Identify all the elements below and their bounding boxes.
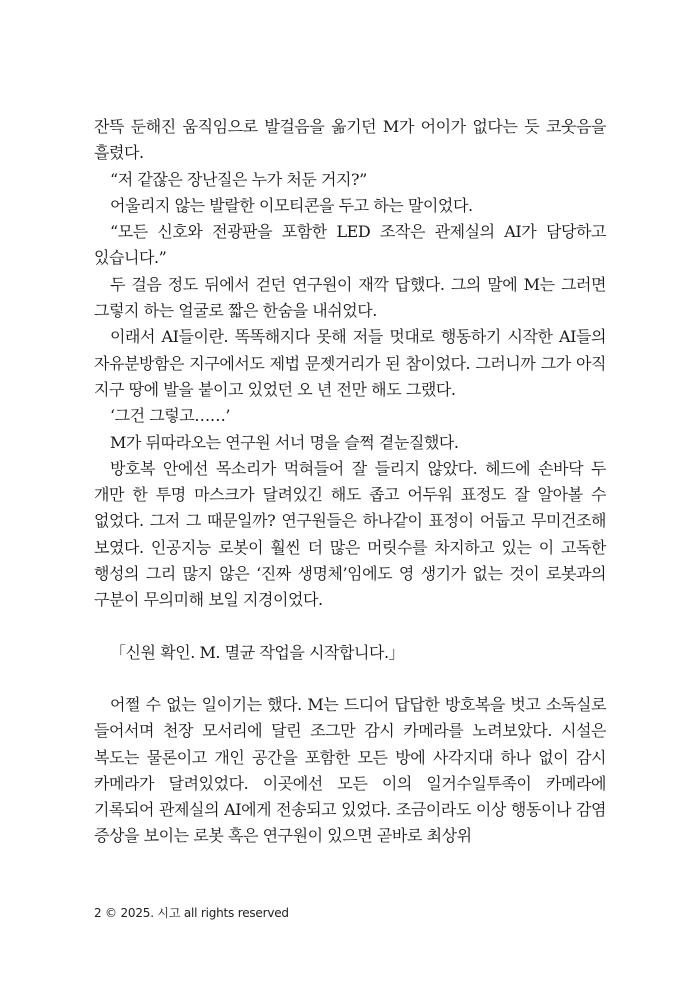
paragraph-7: ‘그건 그렇고……’ <box>110 406 231 426</box>
paragraph-9: 방호복 안에선 목소리가 먹혀들어 잘 들리지 않았다. 헤드에 손바닥 두 개만 한 투명 마스크가 달려있긴 해도 좁고 어두워 표정도 잘 알아볼 수 없었다. 그저 그 때문일까? 연구원들은 하나같이 표정이 어둡고 무미건조해 보였다. 인공지능 로봇이 훨씬 더 많은 머릿수를 차지하고 있는 이 고독한 행성의 그리 많지 않은 ‘진짜 생명체’임에도 영 생기가 없는 것이 로봇과의 구분이 무의미해 보일 지경이었다. <box>94 458 606 610</box>
blank-line <box>94 666 606 692</box>
page-footer: 2 © 2025. 시고 all rights reserved <box>94 906 289 920</box>
paragraph-4: “모든 신호와 전광판을 포함한 LED 조작은 관제실의 AI가 담당하고 있습니다.” <box>94 222 606 268</box>
system-notice: 「신원 확인. M. 멸균 작업을 시작합니다.」 <box>110 642 405 662</box>
paragraph-2: “저 같잖은 장난질은 누가 처둔 거지?” <box>110 169 367 189</box>
page-body <box>94 114 606 850</box>
paragraph-10: 어쩔 수 없는 일이기는 했다. M는 드디어 답답한 방호복을 벗고 소독실로 들어서며 천장 모서리에 달린 조그만 감시 카메라를 노려보았다. 시설은 복도는 물론이고 개인 공간을 포함한 모든 방에 사각지대 하나 없이 감시 카메라가 달려있었다. 이곳에선 모든 이의 일거수일투족이 카메라에 기록되어 관제실의 AI에게 전송되고 있었다. 조금이라도 이상 행동이나 감염 증상을 보이는 로봇 혹은 연구원이 있으면 곧바로 최상위 <box>94 694 606 846</box>
blank-line <box>94 614 606 640</box>
paragraph-6: 이래서 AI들이란. 똑똑해지다 못해 저들 멋대로 행동하기 시작한 AI들의 자유분방함은 지구에서도 제법 문젯거리가 된 참이었다. 그러니까 그가 아직 지구 땅에 발을 붙이고 있었던 오 년 전만 해도 그랬다. <box>94 327 606 399</box>
paragraph-5: 두 걸음 정도 뒤에서 걷던 연구원이 재깍 답했다. 그의 말에 M는 그러면 그렇지 하는 얼굴로 짧은 한숨을 내쉬었다. <box>94 274 606 321</box>
paragraph-1: 잔뜩 둔해진 움직임으로 발걸음을 옮기던 M가 어이가 없다는 듯 코웃음을 흘렸다. <box>94 117 606 163</box>
paragraph-8: M가 뒤따라오는 연구원 서너 명을 슬쩍 곁눈질했다. <box>110 432 459 452</box>
paragraph-3: 어울리지 않는 발랄한 이모티콘을 두고 하는 말이었다. <box>110 195 473 215</box>
